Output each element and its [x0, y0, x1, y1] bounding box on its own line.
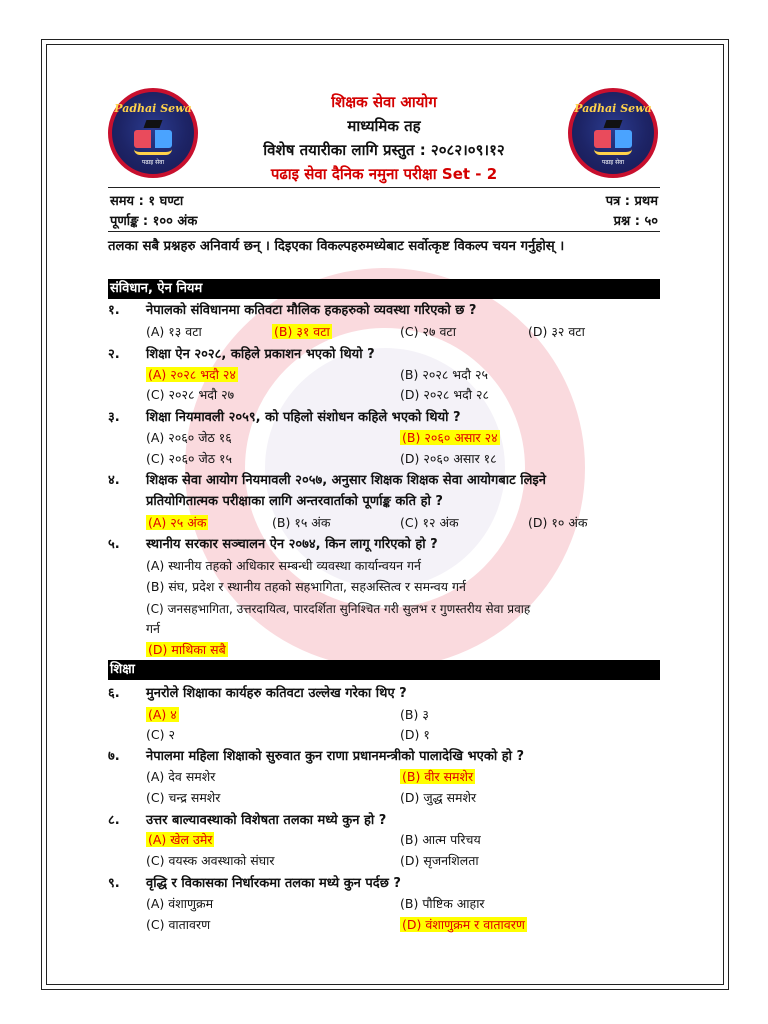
option-continued: गर्न: [146, 621, 160, 636]
logo-brand-text: Padhai Sewa: [114, 102, 192, 115]
question: [108, 344, 664, 362]
option[interactable]: (C) वयस्क अवस्थाको संघार: [146, 853, 275, 868]
question-text: नेपालमा महिला शिक्षाको सुरुवात कुन राणा प्रधानमन्त्रीको पालादेखि भएको हो ?: [146, 749, 525, 764]
logo-tagline: पढाइ सेवा: [141, 159, 165, 166]
option[interactable]: (A) १३ वटा: [146, 324, 202, 339]
exam-time: समय : १ घण्टा: [110, 194, 184, 209]
question: [108, 407, 664, 425]
exam-level: माध्यमिक तह: [347, 117, 421, 135]
question: [108, 534, 664, 552]
question: [108, 683, 664, 701]
option[interactable]: (C) २: [146, 727, 175, 742]
exam-subtitle: विशेष तयारीका लागि प्रस्तुत : २०८२।०९।१२: [263, 141, 505, 159]
question-text: वृद्धि र विकासका निर्धारकमा तलका मध्ये कुन पर्दछ ?: [146, 876, 401, 891]
question: [108, 873, 664, 891]
question-number: २.: [108, 347, 120, 362]
option-correct[interactable]: (D) वंशाणुक्रम र वातावरण: [402, 917, 525, 932]
exam-question-count: प्रश्न : ५०: [613, 214, 658, 229]
option-correct[interactable]: (A) खेल उमेर: [148, 832, 213, 847]
exam-full-marks: पूर्णाङ्क : १०० अंक: [110, 214, 198, 229]
option[interactable]: (D) २०२८ भदौ २८: [400, 387, 489, 402]
option[interactable]: (B) पौष्टिक आहार: [400, 896, 485, 911]
question-text: शिक्षा नियमावली २०५९, को पहिलो संशोधन कहिले भएको थियो ?: [146, 410, 461, 425]
section-header: संविधान, ऐन नियम: [108, 279, 660, 299]
question-text: स्थानीय सरकार सञ्चालन ऐन २०७४, किन लागू गरिएको हो ?: [146, 537, 438, 552]
question-number: ३.: [108, 410, 120, 425]
question-number: ४.: [108, 473, 120, 488]
option[interactable]: (A) स्थानीय तहको अधिकार सम्बन्धी व्यवस्था कार्यान्वयन गर्न: [146, 558, 421, 573]
option[interactable]: (C) २०६० जेठ १५: [146, 451, 232, 466]
graduation-cap-icon: [604, 120, 623, 128]
question: [108, 470, 664, 488]
book-icon: [594, 130, 632, 155]
question-number: ९.: [108, 876, 120, 891]
divider: [108, 231, 660, 232]
question-number: ७.: [108, 749, 120, 764]
option[interactable]: (B) १५ अंक: [272, 515, 331, 530]
option-correct[interactable]: (A) २०२८ भदौ २४: [148, 367, 236, 382]
exam-authority-title: शिक्षक सेवा आयोग: [331, 93, 437, 111]
question: [108, 810, 664, 828]
question: [108, 746, 664, 764]
question: [108, 300, 664, 318]
graduation-cap-icon: [144, 120, 163, 128]
exam-set-title: पढाइ सेवा दैनिक नमुना परीक्षा Set - 2: [270, 165, 498, 183]
option-correct[interactable]: (B) वीर समशेर: [402, 769, 474, 784]
option[interactable]: (D) १० अंक: [528, 515, 588, 530]
option[interactable]: (A) वंशाणुक्रम: [146, 896, 214, 911]
option[interactable]: (B) २०२८ भदौ २५: [400, 367, 488, 382]
logo-tagline: पढाइ सेवा: [601, 159, 625, 166]
option-correct[interactable]: (D) माथिका सबै: [148, 642, 226, 657]
option[interactable]: (D) २०६० असार १८: [400, 451, 497, 466]
exam-paper: पत्र : प्रथम: [605, 194, 658, 209]
book-icon: [134, 130, 172, 155]
option-correct[interactable]: (B) २०६० असार २४: [402, 430, 498, 445]
option[interactable]: (B) संघ, प्रदेश र स्थानीय तहको सहभागिता, सहअस्तित्व र समन्वय गर्न: [146, 579, 466, 594]
option[interactable]: (D) ३२ वटा: [528, 324, 585, 339]
option-correct[interactable]: (A) ४: [148, 707, 177, 722]
option[interactable]: (C) २७ वटा: [400, 324, 456, 339]
question-number: ८.: [108, 813, 120, 828]
option[interactable]: (C) २०२८ भदौ २७: [146, 387, 235, 402]
option[interactable]: (B) ३: [400, 707, 429, 722]
option-correct[interactable]: (A) २५ अंक: [148, 515, 207, 530]
option[interactable]: (C) चन्द्र समशेर: [146, 790, 221, 805]
section-header: शिक्षा: [108, 660, 660, 680]
option[interactable]: (C) वातावरण: [146, 917, 211, 932]
option[interactable]: (C) जनसहभागिता, उत्तरदायित्व, पारदर्शिता सुनिश्चित गरी सुलभ र गुणस्तरीय सेवा प्रवाह: [146, 602, 531, 616]
option-correct[interactable]: (B) ३१ वटा: [274, 324, 330, 339]
question-number: ५.: [108, 537, 120, 552]
question-text: शिक्षक सेवा आयोग नियमावली २०५७, अनुसार शिक्षक शिक्षक सेवा आयोगबाट लिइने: [146, 473, 546, 488]
logo-brand-text: Padhai Sewa: [574, 102, 652, 115]
divider: [108, 187, 660, 188]
question-number: ६.: [108, 686, 120, 701]
option[interactable]: (B) आत्म परिचय: [400, 832, 481, 847]
question-number: १.: [108, 303, 120, 318]
option[interactable]: (C) १२ अंक: [400, 515, 459, 530]
instructions: तलका सबै प्रश्नहरु अनिवार्य छन् । दिइएका विकल्पहरुमध्येबाट सर्वोत्कृष्ट विकल्प चयन गर्नुहोस् ।: [108, 239, 565, 254]
option[interactable]: (D) १: [400, 727, 430, 742]
question-text-continued: प्रतियोगितात्मक परीक्षाका लागि अन्तरवार्ताको पूर्णाङ्क कति हो ?: [146, 494, 443, 509]
option[interactable]: (A) २०६० जेठ १६: [146, 430, 232, 445]
question-text: मुनरोले शिक्षाका कार्यहरु कतिवटा उल्लेख गरेका थिए ?: [146, 686, 407, 701]
question-text: नेपालको संविधानमा कतिवटा मौलिक हकहरुको व्यवस्था गरिएको छ ?: [146, 303, 477, 318]
option[interactable]: (D) सृजनशिलता: [400, 853, 479, 868]
question-text: उत्तर बाल्यावस्थाको विशेषता तलका मध्ये कुन हो ?: [146, 813, 387, 828]
watermark-core: [265, 348, 505, 588]
question-text: शिक्षा ऐन २०२८, कहिले प्रकाशन भएको थियो ?: [146, 347, 375, 362]
option[interactable]: (D) जुद्ध समशेर: [400, 790, 477, 805]
option[interactable]: (A) देव समशेर: [146, 769, 216, 784]
